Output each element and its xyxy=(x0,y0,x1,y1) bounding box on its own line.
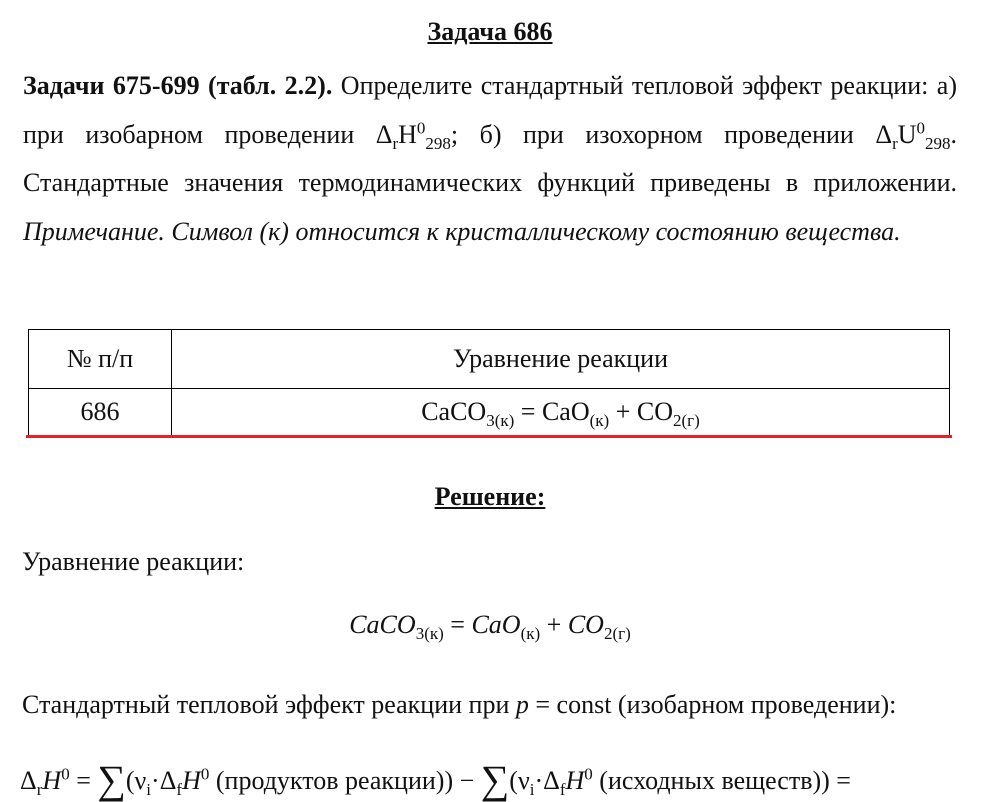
minus-sign: − xyxy=(453,766,481,795)
problem-text-c: . Стандартные значения термодинамических функций приведены в приложении. xyxy=(23,119,958,197)
state-subscript: (к) xyxy=(520,624,541,644)
formula-co2: CO xyxy=(567,610,604,639)
header-number: № п/п xyxy=(29,330,172,389)
subscript-i: i xyxy=(146,780,152,800)
formula-cao: CaO xyxy=(471,610,521,639)
superscript-0: 0 xyxy=(416,117,426,137)
sum-symbol: ∑ xyxy=(97,757,126,802)
problem-statement xyxy=(23,62,957,256)
header-equation: Уравнение реакции xyxy=(172,330,950,389)
label-text: = const (изобарном проведении): xyxy=(528,690,897,719)
symbol-h: H xyxy=(565,766,585,795)
table-row xyxy=(29,389,950,436)
symbol-h: H xyxy=(42,766,62,795)
superscript-0: 0 xyxy=(916,117,926,137)
sum-symbol: ∑ xyxy=(480,757,510,802)
reaction-table xyxy=(28,329,950,436)
label-text: Стандартный тепловой эффект реакции при xyxy=(22,690,516,719)
delta-symbol: ·Δ xyxy=(151,766,177,795)
products-text: (продуктов реакции)) xyxy=(209,766,454,795)
symbol-u: U xyxy=(897,119,917,149)
standard-effect-label xyxy=(22,690,896,720)
subscript-f: f xyxy=(176,780,183,800)
formula-caco3: CaCO xyxy=(421,397,487,426)
subscript-298: 298 xyxy=(925,133,951,153)
problem-title: Задача 686 xyxy=(427,17,553,46)
subscript-r: r xyxy=(36,780,43,800)
state-subscript: 2(г) xyxy=(603,624,631,644)
nu-term: (ν xyxy=(509,766,530,795)
state-subscript: 2(г) xyxy=(673,411,700,431)
formula-co2: + CO xyxy=(609,397,673,426)
reaction-equation xyxy=(0,610,980,644)
symbol-h: H xyxy=(182,766,201,795)
cell-equation xyxy=(172,389,950,436)
symbol-h: H xyxy=(398,119,417,149)
pressure-symbol: p xyxy=(515,690,529,719)
plus-sign: + xyxy=(540,610,568,639)
delta-symbol: ·Δ xyxy=(534,766,560,795)
equals-sign: = xyxy=(443,610,472,639)
nu-term: (ν xyxy=(125,766,147,795)
table-header-row xyxy=(29,330,950,389)
equals-sign: = xyxy=(69,766,98,795)
problem-note: Примечание. Символ (к) относится к кристаллическому состоянию вещества. xyxy=(23,216,901,246)
problem-range-label: Задачи 675-699 (табл. 2.2). xyxy=(23,71,333,100)
reactants-text: (исходных веществ)) = xyxy=(592,766,851,795)
formula-cao: = CaO xyxy=(514,397,590,426)
superscript-0: 0 xyxy=(584,764,593,784)
problem-text-b: ; б) при изохорном проведении Δ xyxy=(450,119,893,149)
cell-number: 686 xyxy=(29,389,172,436)
enthalpy-formula xyxy=(20,752,851,802)
delta-symbol: Δ xyxy=(20,766,37,795)
state-subscript: 3(к) xyxy=(415,624,444,644)
superscript-0: 0 xyxy=(61,764,70,784)
subscript-298: 298 xyxy=(425,133,451,153)
equation-label: Уравнение реакции: xyxy=(22,547,245,576)
subscript-f: f xyxy=(559,780,566,800)
superscript-0: 0 xyxy=(200,764,210,784)
subscript-r: r xyxy=(892,133,898,153)
problem-text-a: Определите стандартный тепловой эффект реакции: а) при изобарном проведении Δ xyxy=(23,71,957,149)
red-underline-mark xyxy=(26,435,952,438)
solution-title: Решение: xyxy=(434,482,546,511)
subscript-i: i xyxy=(529,780,535,800)
state-subscript: (к) xyxy=(589,411,610,431)
subscript-r: r xyxy=(392,133,399,153)
formula-caco3: CaCO xyxy=(349,610,416,639)
state-subscript: 3(к) xyxy=(486,411,515,431)
